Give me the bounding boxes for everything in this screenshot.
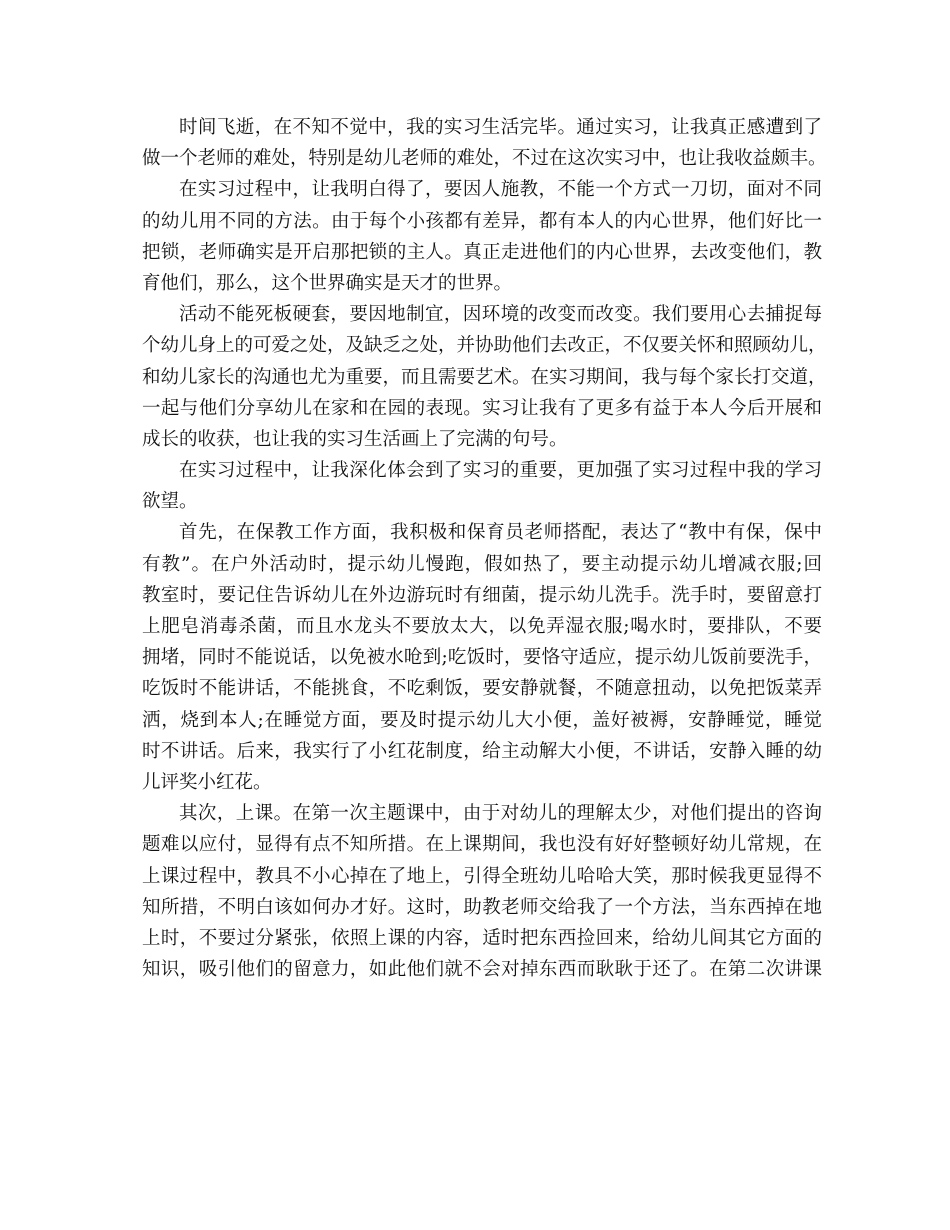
- paragraph-line: 欲望。: [142, 491, 198, 513]
- document-body: [142, 112, 827, 985]
- paragraph-line: 活动不能死板硬套，要因地制宜，因环境的改变而改变。我们要用心去捕捉每: [179, 304, 822, 326]
- paragraph-line: 吃饭时不能讲话，不能挑食，不吃剩饭，要安静就餐，不随意扭动，以免把饭菜弄: [142, 678, 822, 700]
- paragraph-line: 其次，上课。在第一次主题课中，由于对幼儿的理解太少，对他们提出的咨询: [179, 803, 822, 825]
- paragraph-line: 拥堵，同时不能说话，以免被水呛到;吃饭时，要恪守适应，提示幼儿饭前要洗手，: [142, 647, 822, 669]
- paragraph-line: 洒，烧到本人;在睡觉方面，要及时提示幼儿大小便，盖好被褥，安静睡觉，睡觉: [142, 709, 822, 731]
- paragraph-line: 一起与他们分享幼儿在家和在园的表现。实习让我有了更多有益于本人今后开展和: [142, 397, 822, 419]
- paragraph-line: 时间飞逝，在不知不觉中，我的实习生活完毕。通过实习，让我真正感遭到了: [179, 117, 822, 138]
- paragraph-line: 做一个老师的难处，特别是幼儿老师的难处，不过在这次实习中，也让我收益颇丰。: [142, 148, 827, 170]
- paragraph-line: 上课过程中，教具不小心掉在了地上，引得全班幼儿哈哈大笑，那时候我更显得不: [142, 865, 822, 887]
- paragraph-line: 时不讲话。后来，我实行了小红花制度，给主动解大小便，不讲话，安静入睡的幼: [142, 740, 822, 762]
- paragraph-line: 育他们，那么，这个世界确实是天才的世界。: [142, 272, 513, 294]
- paragraph-line: 在实习过程中，让我明白得了，要因人施教，不能一个方式一刀切，面对不同: [179, 179, 822, 201]
- paragraph-line: 有教”。在户外活动时，提示幼儿慢跑，假如热了，要主动提示幼儿增减衣服;回: [142, 553, 822, 575]
- paragraph-line: 知所措，不明白该如何办才好。这时，助教老师交给我了一个方法，当东西掉在地: [142, 896, 822, 918]
- paragraph-line: 成长的收获，也让我的实习生活画上了完满的句号。: [142, 428, 568, 450]
- paragraph-line: 儿评奖小红花。: [142, 771, 272, 793]
- paragraph-line: 上肥皂消毒杀菌，而且水龙头不要放太大，以免弄湿衣服;喝水时，要排队，不要: [142, 616, 822, 637]
- paragraph-line: 的幼儿用不同的方法。由于每个小孩都有差异，都有本人的内心世界，他们好比一: [142, 210, 822, 232]
- paragraph-line: 个幼儿身上的可爱之处，及缺乏之处，并协助他们去改正，不仅要关怀和照顾幼儿，: [142, 335, 827, 357]
- paragraph-line: 教室时，要记住告诉幼儿在外边游玩时有细菌，提示幼儿洗手。洗手时，要留意打: [142, 584, 822, 606]
- paragraph-line: 题难以应付，显得有点不知所措。在上课期间，我也没有好好整顿好幼儿常规，在: [142, 834, 822, 856]
- paragraph-line: 把锁，老师确实是开启那把锁的主人。真正走进他们的内心世界，去改变他们，教: [142, 241, 822, 263]
- paragraph-line: 上时，不要过分紧张，依照上课的内容，适时把东西捡回来，给幼儿间其它方面的: [142, 927, 822, 949]
- paragraph-line: 首先，在保教工作方面，我积极和保育员老师搭配，表达了“教中有保，保中: [179, 522, 822, 544]
- paragraph-line: 和幼儿家长的沟通也尤为重要，而且需要艺术。在实习期间，我与每个家长打交道，: [142, 366, 827, 388]
- paragraph-line: 知识，吸引他们的留意力，如此他们就不会对掉东西而耿耿于还了。在第二次讲课: [142, 959, 822, 981]
- paragraph-line: 在实习过程中，让我深化体会到了实习的重要，更加强了实习过程中我的学习: [179, 460, 822, 482]
